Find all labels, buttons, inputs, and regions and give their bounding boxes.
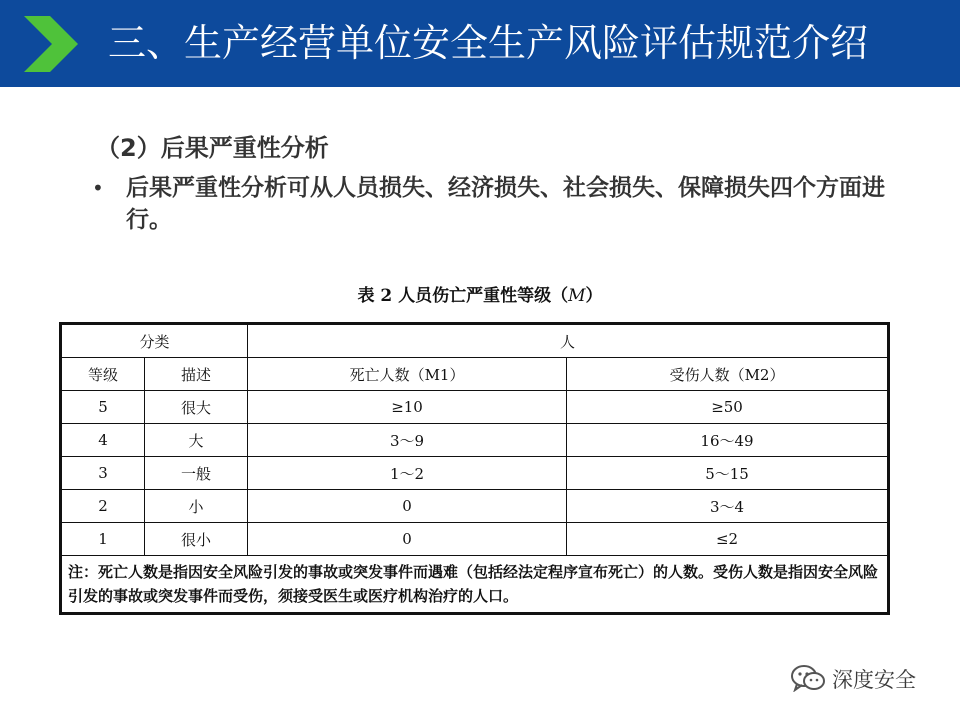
description-cell: 很大 [145, 391, 248, 424]
description-cell: 小 [145, 490, 248, 523]
injuries-cell: 3～4 [567, 490, 889, 523]
level-cell: 1 [61, 523, 145, 556]
table-row [61, 457, 889, 490]
injuries-cell: ≤2 [567, 523, 889, 556]
header-level-cell: 等级 [61, 358, 145, 391]
injuries-cell: 5～15 [567, 457, 889, 490]
chevron-right-icon [20, 16, 82, 72]
table-header-row-1 [61, 324, 889, 358]
injuries-cell: ≥50 [567, 391, 889, 424]
level-cell: 2 [61, 490, 145, 523]
description-cell: 一般 [145, 457, 248, 490]
injuries-cell: 16～49 [567, 424, 889, 457]
description-cell: 很小 [145, 523, 248, 556]
deaths-cell: ≥10 [248, 391, 567, 424]
header-injuries-cell: 受伤人数（M2） [567, 358, 889, 391]
table-row [61, 424, 889, 457]
bullet-text: 后果严重性分析可从人员损失、经济损失、社会损失、保障损失四个方面进行。 [126, 175, 885, 233]
deaths-cell: 0 [248, 490, 567, 523]
level-cell: 3 [61, 457, 145, 490]
level-cell: 4 [61, 424, 145, 457]
deaths-cell: 1～2 [248, 457, 567, 490]
deaths-cell: 0 [248, 523, 567, 556]
table-note-row [61, 556, 889, 614]
footer-brand-text: 深度安全 [832, 668, 916, 692]
description-cell: 大 [145, 424, 248, 457]
table-row [61, 391, 889, 424]
section-heading: （2）后果严重性分析 [96, 134, 329, 162]
page-title: 三、生产经营单位安全生产风险评估规范介绍 [108, 21, 869, 65]
table-row [61, 490, 889, 523]
table-row [61, 523, 889, 556]
header-description-cell: 描述 [145, 358, 248, 391]
deaths-cell: 3～9 [248, 424, 567, 457]
header-deaths-cell: 死亡人数（M1） [248, 358, 567, 391]
header-category-cell: 分类 [61, 324, 248, 358]
wechat-icon [790, 664, 826, 692]
table-header-row-2 [61, 358, 889, 391]
caption-prefix: 表 2 人员伤亡严重性等级（ [357, 286, 569, 306]
header-group-cell: 人 [248, 324, 889, 358]
level-cell: 5 [61, 391, 145, 424]
header-bar [0, 0, 960, 87]
table-note: 注：死亡人数是指因安全风险引发的事故或突发事件而遇难（包括经法定程序宣布死亡）的人数。受伤人数是指因安全风险引发的事故或突发事件而受伤，须接受医生或医疗机构治疗的人口。 [61, 556, 889, 614]
caption-suffix: ） [585, 286, 603, 306]
table-caption [0, 281, 960, 306]
caption-symbol: M [568, 286, 586, 306]
bullet-marker: • [92, 176, 104, 200]
severity-table [59, 322, 890, 615]
